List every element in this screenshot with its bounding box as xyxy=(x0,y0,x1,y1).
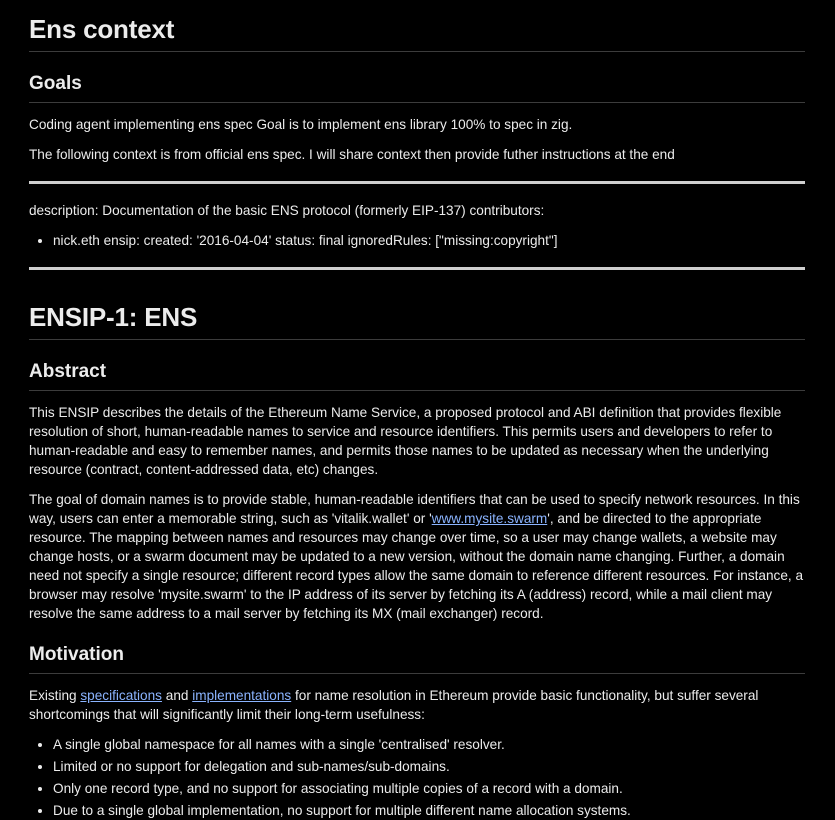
motivation-heading: Motivation xyxy=(29,623,805,674)
motivation-intro-end: for name resolution in Ethereum provide basic functionality, but suffer several shortcomings that will significantly limit their long-term usefulness: xyxy=(29,688,759,722)
goals-paragraph-1: Coding agent implementing ens spec Goal is to implement ens library 100% to spec in zig. xyxy=(29,117,573,132)
list-item: • Limited or no support for delegation and sub-names/sub-domains. xyxy=(53,757,805,776)
shortcomings-list xyxy=(29,735,805,820)
list-item: • Only one record type, and no support for associating multiple copies of a record with a domain. xyxy=(53,779,805,798)
abstract-heading: Abstract xyxy=(29,340,805,391)
specifications-link[interactable]: specifications xyxy=(80,688,162,703)
ensip-title: ENSIP-1: ENS xyxy=(29,288,805,340)
meta-list-item: • nick.eth ensip: created: '2016-04-04' status: final ignoredRules: ["missing:copyright"] xyxy=(53,231,805,250)
list-item: • A single global namespace for all names with a single 'centralised' resolver. xyxy=(53,735,805,754)
motivation-intro-mid: and xyxy=(161,688,193,703)
goals-heading: Goals xyxy=(29,52,805,103)
section-divider xyxy=(29,267,805,270)
implementations-link[interactable]: implementations xyxy=(192,688,292,703)
motivation-intro-start: Existing xyxy=(29,688,81,703)
meta-list xyxy=(29,231,805,250)
mysite-swarm-link[interactable]: www.mysite.swarm xyxy=(431,511,548,526)
motivation-intro xyxy=(29,686,805,724)
meta-description: description: Documentation of the basic ENS protocol (formerly EIP-137) contributors: xyxy=(29,203,545,218)
abstract-paragraph-2 xyxy=(29,490,805,623)
abstract-paragraph-1: This ENSIP describes the details of the Ethereum Name Service, a proposed protocol and ABI definition that provides flexible resolution of short, human-readable names to service and resource identifiers. This permits users and developers to refer to human-readable and easy to remember names, and permits those names to be updated as necessary when the underlying resource (contract, content-addressed data, etc) changes. xyxy=(29,405,782,477)
list-item: • Due to a single global implementation, no support for multiple different name allocation systems. xyxy=(53,801,805,820)
page-title: Ens context xyxy=(29,0,805,52)
abstract-paragraph-2-text-a: The goal of domain names is to provide stable, human-readable identifiers that can be used to specify network resources. In this way, users can enter a memorable string, such as 'vitalik.wallet' or ' xyxy=(29,492,800,526)
goals-paragraph-2: The following context is from official ens spec. I will share context then provide futher instructions at the end xyxy=(29,147,675,162)
section-divider xyxy=(29,181,805,184)
abstract-paragraph-2-text-b: ', and be directed to the appropriate resource. The mapping between names and resources may change over time, so a user may change wallets, a website may change hosts, or a swarm document may be updated to a new version, without the domain name changing. Further, a domain need not specify a single resource; different record types allow the same domain to reference different resources. For instance, a browser may resolve 'mysite.swarm' to the IP address of its server by fetching its A (address) record, while a mail client may resolve the same address to a mail server by fetching its MX (mail exchanger) record. xyxy=(29,511,804,621)
